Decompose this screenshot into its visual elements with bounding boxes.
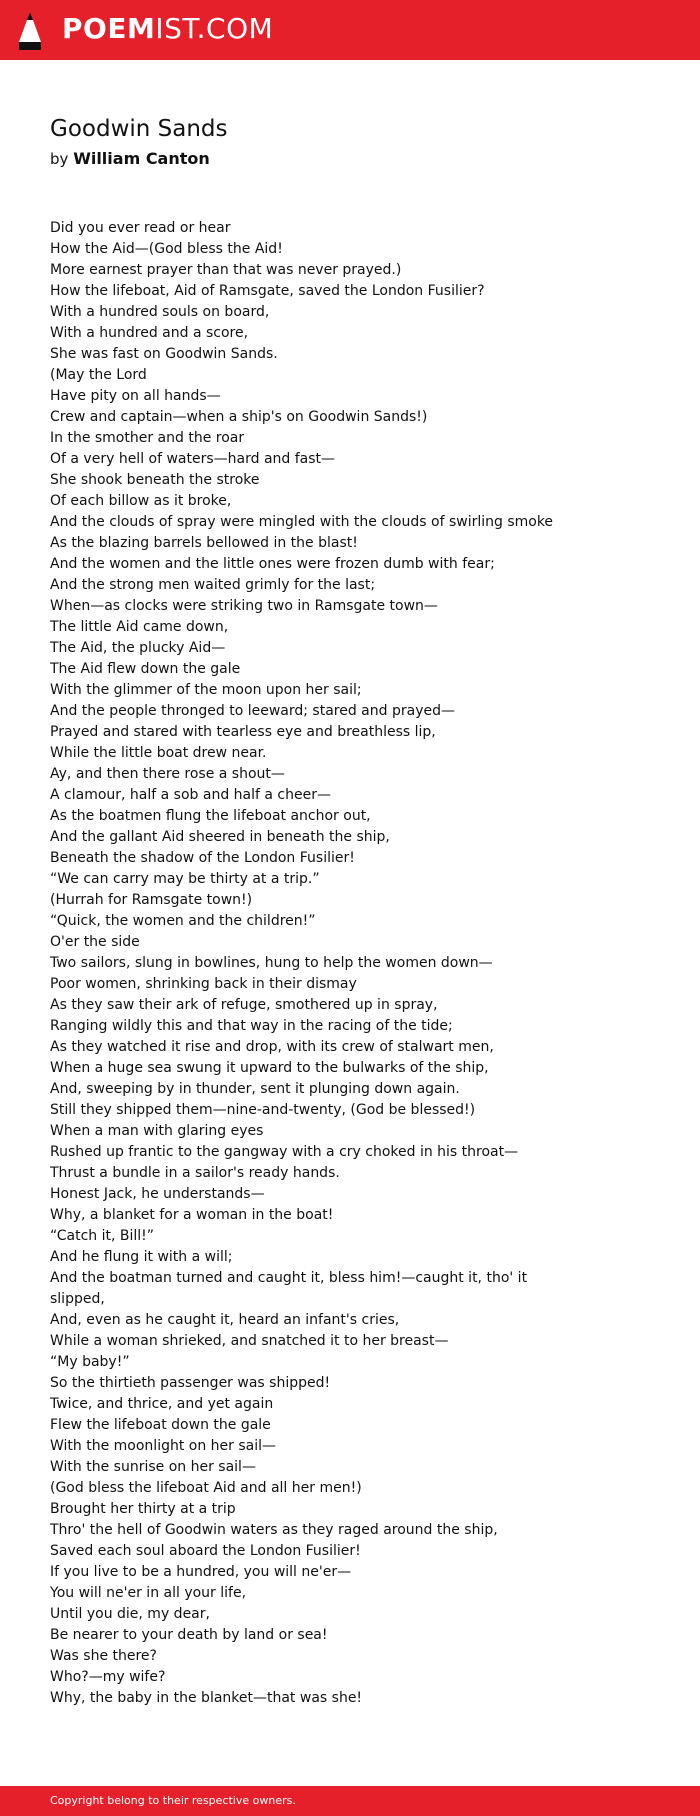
poem-line: When a man with glaring eyes [50,1123,264,1139]
poem-line: Be nearer to your death by land or sea! [50,1627,328,1643]
poem-line: While a woman shrieked, and snatched it to her breast— [50,1333,449,1349]
poem-line: Why, the baby in the blanket—that was she! [50,1690,363,1706]
poem-line: With the sunrise on her sail— [50,1459,256,1475]
poem-line: With a hundred and a score, [50,325,249,341]
poem-line: “My baby!” [50,1354,130,1370]
poem-line: With the glimmer of the moon upon her sail; [50,682,362,698]
poem-line: Prayed and stared with tearless eye and breathless lip, [50,724,436,740]
poem-line: Still they shipped them—nine-and-twenty, (God be blessed!) [50,1102,476,1118]
poem-body [50,218,650,1709]
poem-line: In the smother and the roar [50,430,245,446]
pencil-tip-icon[interactable] [17,10,43,52]
poem-line: As the boatmen flung the lifeboat anchor out, [50,808,371,824]
poem-line: And the boatman turned and caught it, bless him!—caught it, tho' it [50,1270,528,1286]
poem-line: Did you ever read or hear [50,220,231,236]
poem-line: Ranging wildly this and that way in the racing of the tide; [50,1018,453,1034]
poem-line: As they saw their ark of refuge, smothered up in spray, [50,997,438,1013]
poem-line: (May the Lord [50,367,147,383]
poem-line: Thro' the hell of Goodwin waters as they raged around the ship, [50,1522,498,1538]
poem-line: Was she there? [50,1648,157,1664]
poem-line: Who?—my wife? [50,1669,166,1685]
poem-line: While the little boat drew near. [50,745,267,761]
poem-line: With a hundred souls on board, [50,304,270,320]
poem-line: When a huge sea swung it upward to the bulwarks of the ship, [50,1060,489,1076]
poem-line: Twice, and thrice, and yet again [50,1396,274,1412]
poem-line: The Aid flew down the gale [50,661,241,677]
poem-line: Beneath the shadow of the London Fusilier! [50,850,355,866]
poem-line: Two sailors, slung in bowlines, hung to help the women down— [50,955,493,971]
poem-line: Of a very hell of waters—hard and fast— [50,451,336,467]
logo-light-text: IST.COM [155,12,274,45]
poem-line: More earnest prayer than that was never prayed.) [50,262,402,278]
poem-line: If you live to be a hundred, you will ne'er— [50,1564,352,1580]
poem-line: And the strong men waited grimly for the last; [50,577,376,593]
copyright-notice: Copyright belong to their respective owners. [50,1794,296,1807]
poem-line: Crew and captain—when a ship's on Goodwin Sands!) [50,409,428,425]
poem-line: Flew the lifeboat down the gale [50,1417,271,1433]
poem-line: Of each billow as it broke, [50,493,232,509]
logo-bold-text: POEM [62,12,156,45]
poem-line: And the women and the little ones were frozen dumb with fear; [50,556,495,572]
poem-title: Goodwin Sands [50,116,228,142]
site-header [0,0,700,60]
poem-line: The Aid, the plucky Aid— [50,640,226,656]
poem-line: You will ne'er in all your life, [50,1585,247,1601]
poem-line: And, even as he caught it, heard an infant's cries, [50,1312,400,1328]
poem-line: (God bless the lifeboat Aid and all her men!) [50,1480,362,1496]
poem-line: The little Aid came down, [50,619,229,635]
poem-line: With the moonlight on her sail— [50,1438,277,1454]
poem-line: And the people thronged to leeward; stared and prayed— [50,703,455,719]
poem-line: Brought her thirty at a trip [50,1501,236,1517]
poem-line: So the thirtieth passenger was shipped! [50,1375,331,1391]
poem-line: “We can carry may be thirty at a trip.” [50,871,320,887]
poem-line: And he flung it with a will; [50,1249,233,1265]
poem-line: (Hurrah for Ramsgate town!) [50,892,253,908]
poem-line: Why, a blanket for a woman in the boat! [50,1207,334,1223]
poem-line: Saved each soul aboard the London Fusilier! [50,1543,361,1559]
poem-line: Ay, and then there rose a shout— [50,766,285,782]
poem-line: She shook beneath the stroke [50,472,260,488]
poem-line: “Quick, the women and the children!” [50,913,316,929]
poem-line: As they watched it rise and drop, with its crew of stalwart men, [50,1039,494,1055]
poem-line: O'er the side [50,934,140,950]
poem-line: As the blazing barrels bellowed in the blast! [50,535,358,551]
poem-line: When—as clocks were striking two in Ramsgate town— [50,598,438,614]
poem-byline [50,148,210,170]
poem-line: And the clouds of spray were mingled with the clouds of swirling smoke [50,514,554,530]
poem-line: Until you die, my dear, [50,1606,210,1622]
poem-line: slipped, [50,1291,105,1307]
poem-line: And, sweeping by in thunder, sent it plunging down again. [50,1081,460,1097]
poem-line: And the gallant Aid sheered in beneath the ship, [50,829,390,845]
by-label: by [50,150,69,168]
poem-line: She was fast on Goodwin Sands. [50,346,278,362]
poem-line: A clamour, half a sob and half a cheer— [50,787,331,803]
poem-line: Have pity on all hands— [50,388,221,404]
poem-line: Poor women, shrinking back in their dismay [50,976,357,992]
poem-line: How the Aid—(God bless the Aid! [50,241,283,257]
poem-line: How the lifeboat, Aid of Ramsgate, saved the London Fusilier? [50,283,485,299]
site-logo[interactable] [62,11,273,47]
poem-line: Thrust a bundle in a sailor's ready hands. [50,1165,340,1181]
site-footer [0,1786,700,1816]
poem-line: “Catch it, Bill!” [50,1228,155,1244]
poem-author: William Canton [73,149,210,168]
poem-line: Honest Jack, he understands— [50,1186,265,1202]
poem-line: Rushed up frantic to the gangway with a cry choked in his throat— [50,1144,519,1160]
